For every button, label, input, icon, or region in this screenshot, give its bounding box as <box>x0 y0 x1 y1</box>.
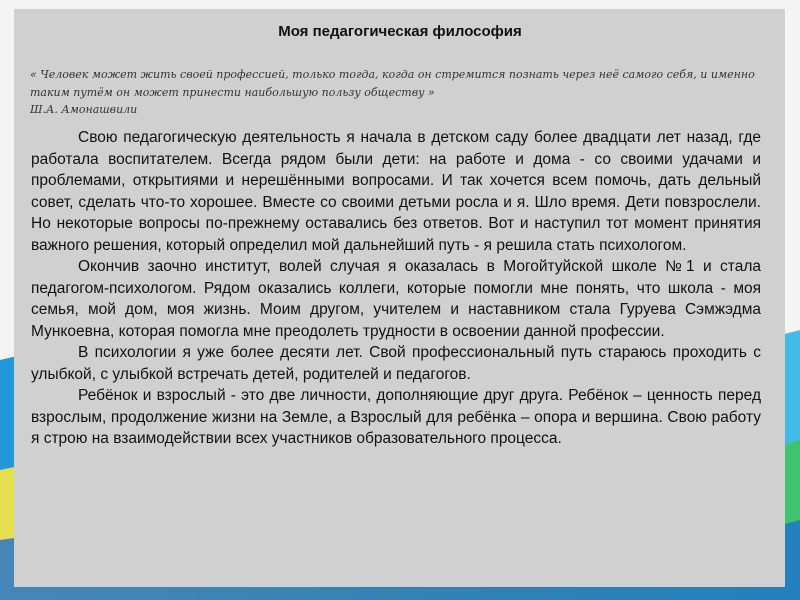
epigraph-quote: « Человек может жить своей профессией, только тогда, когда он стремится познать через неё самого себя, и именно таким путём он может принести наибольшую пользу обществу » <box>30 68 755 99</box>
paragraph: Окончив заочно институт, волей случая я оказалась в Могойтуйской школе №1 и стала педагогом-психологом. Рядом оказались коллеги, которые помогли мне понять, что школа - моя семья, мой дом, моя жизнь. Моим другом, учителем и наставником стала Гуруева Сэмжэдма Мункоевна, которая помогла мне преодолеть трудности в освоении данной профессии. <box>31 258 761 340</box>
epigraph-author: Ш.А. Амонашвили <box>30 103 138 116</box>
paragraph: Ребёнок и взрослый - это две личности, дополняющие друг друга. Ребёнок – ценность перед взрослым, продолжение жизни на Земле, а Взрослый для ребёнка – опора и вершина. Свою работу я строю на взаимодействии всех участников образовательного процесса. <box>31 387 761 447</box>
epigraph <box>30 66 760 119</box>
slide-title: Моя педагогическая философия <box>278 23 522 40</box>
paragraph: В психологии я уже более десяти лет. Свой профессиональный путь стараюсь проходить с улыбкой, с улыбкой встречать детей, родителей и педагогов. <box>31 344 761 383</box>
body-text <box>31 127 761 450</box>
paragraph: Свою педагогическую деятельность я начала в детском саду более двадцати лет назад, где работала воспитателем. Всегда рядом были дети: на работе и дома - со своими удачами и проблемами, открытиями и нерешёнными вопросами. И так хочется всем помочь, дать дельный совет, сделать что-то хорошее. Вместе со своими детьми росла и я. Шло время. Дети повзрослели. Но некоторые вопросы по-прежнему оставались без ответов. Вот и наступил тот момент принятия важного решения, который определил мой дальнейший путь - я решила стать психологом. <box>31 129 761 254</box>
